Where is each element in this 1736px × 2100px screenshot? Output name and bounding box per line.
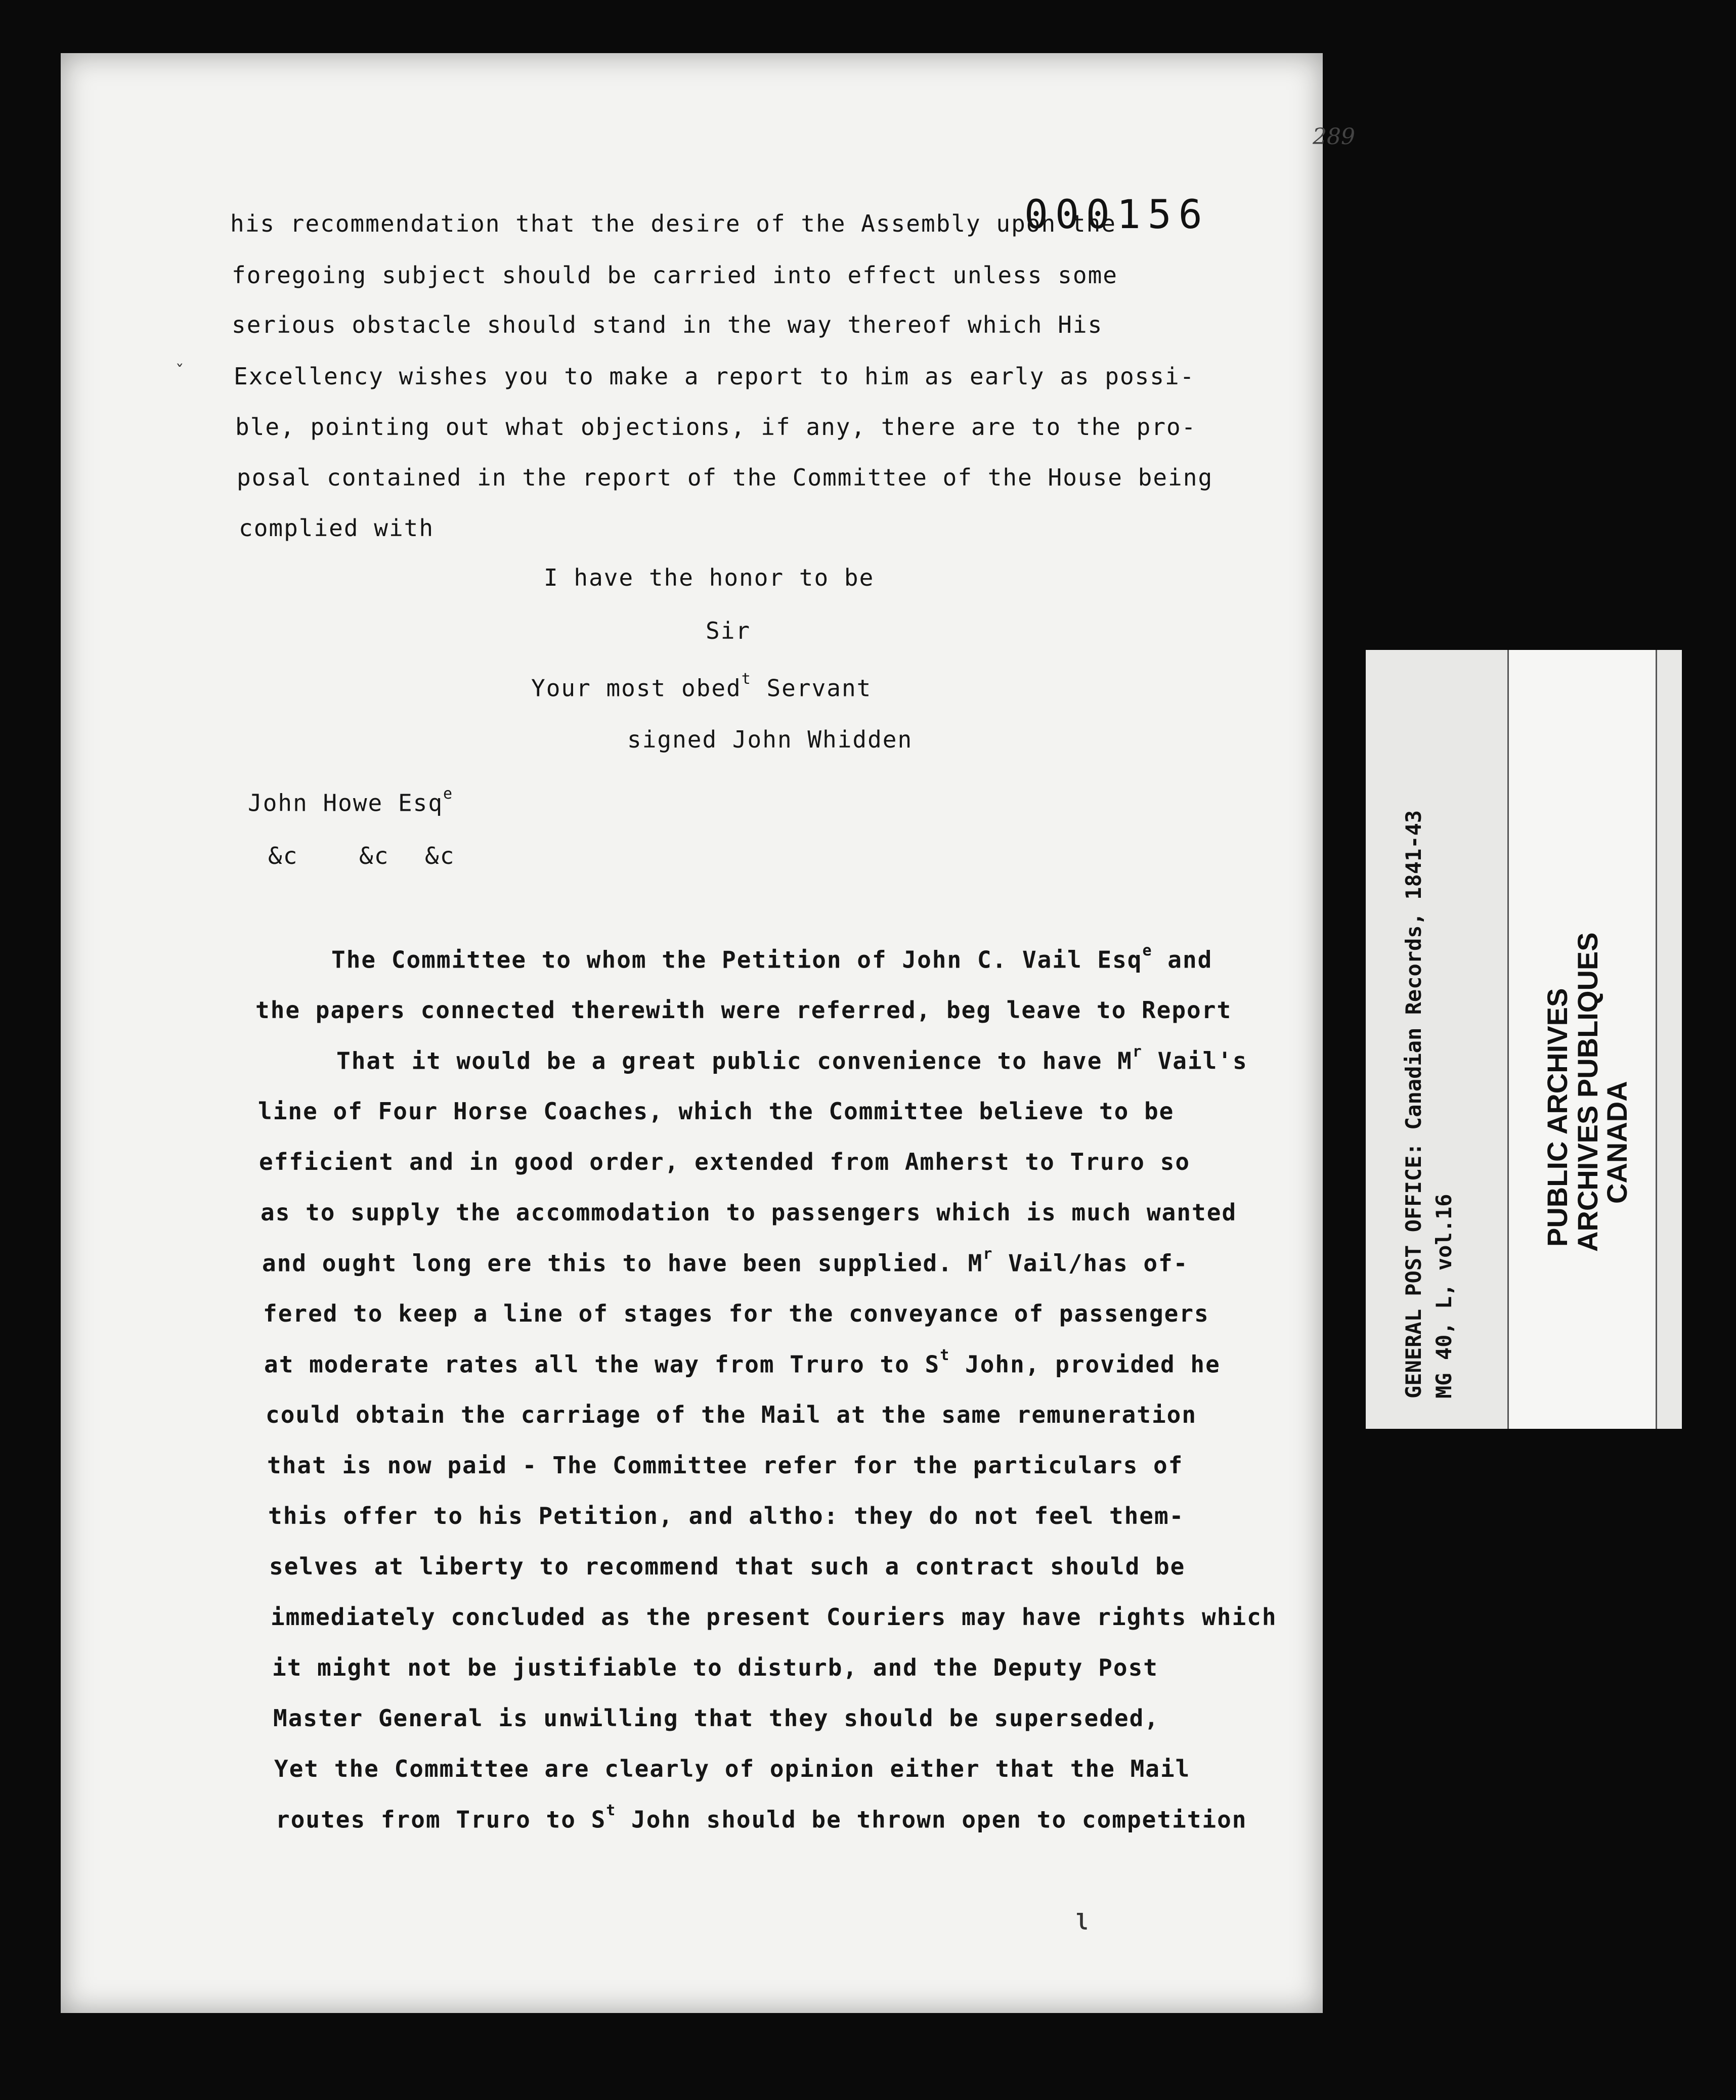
superscript: t xyxy=(606,1802,617,1819)
report-line: as to supply the accommodation to passengers which is much wanted xyxy=(261,1199,1237,1226)
etc: &c xyxy=(359,842,389,869)
signature: signed John Whidden xyxy=(627,726,913,753)
report-line: Yet the Committee are clearly of opinion either that the Mail xyxy=(274,1755,1191,1782)
archive-volume-line: MG 40, L, vol.16 xyxy=(1431,1194,1456,1398)
letter-line: posal contained in the report of the Committee of the House being xyxy=(237,464,1213,491)
report-line: immediately concluded as the present Couriers may have rights which xyxy=(271,1603,1277,1631)
closing-line: I have the honor to be xyxy=(544,564,875,591)
report-line: selves at liberty to recommend that such a contract should be xyxy=(269,1553,1186,1580)
etc: &c xyxy=(268,842,298,869)
letter-line: ble, pointing out what objections, if any, there are to the pro- xyxy=(235,413,1197,441)
closing-servant xyxy=(531,670,872,702)
pencil-mark: ι xyxy=(1072,1902,1091,1937)
report-text: John, provided he xyxy=(950,1350,1221,1378)
report-line xyxy=(276,1802,1247,1833)
report-text: The Committee to whom the Petition of John C. Vail Esq xyxy=(331,946,1143,974)
superscript: e xyxy=(443,785,454,803)
superscript: r xyxy=(1132,1043,1143,1061)
report-text: John should be thrown open to competition xyxy=(616,1806,1247,1833)
closing-text: Your most obed xyxy=(531,674,742,702)
archive-stamp-line: ARCHIVES PUBLIQUES xyxy=(1572,932,1603,1252)
report-text: That it would be a great public convenience to have M xyxy=(336,1047,1133,1075)
report-text: and ought long ere this to have been supplied. M xyxy=(262,1249,983,1277)
archive-stamp-line: CANADA xyxy=(1601,1081,1633,1204)
closing-text: Servant xyxy=(751,674,872,702)
archive-stamp-line: PUBLIC ARCHIVES xyxy=(1541,988,1573,1247)
addressee-name: John Howe Esq xyxy=(248,789,444,817)
report-text: Vail/has of- xyxy=(993,1249,1189,1277)
report-line: the papers connected therewith were referred, beg leave to Report xyxy=(255,996,1232,1024)
report-line xyxy=(331,942,1213,974)
closing-salutation: Sir xyxy=(706,617,751,644)
addressee xyxy=(248,785,454,817)
report-line: that is now paid - The Committee refer for the particulars of xyxy=(267,1452,1184,1479)
superscript: t xyxy=(741,670,752,688)
letter-line: Excellency wishes you to make a report to him as early as possi- xyxy=(234,363,1195,390)
report-line xyxy=(262,1245,1189,1277)
report-line: it might not be justifiable to disturb, and the Deputy Post xyxy=(272,1654,1158,1681)
archive-label xyxy=(1366,650,1682,1429)
document-code: 000156 xyxy=(1024,192,1209,238)
document-page xyxy=(61,53,1355,2013)
report-line: fered to keep a line of stages for the conveyance of passengers xyxy=(263,1300,1209,1327)
report-line: efficient and in good order, extended from Amherst to Truro so xyxy=(259,1148,1191,1175)
archive-record-line: GENERAL POST OFFICE: Canadian Records, 1841-43 xyxy=(1401,810,1426,1398)
report-line xyxy=(264,1346,1221,1378)
superscript: t xyxy=(940,1346,950,1364)
report-text: at moderate rates all the way from Truro to S xyxy=(264,1350,940,1378)
letter-line: his recommendation that the desire of the Assembly upon the xyxy=(230,210,1116,237)
page-number: 289 xyxy=(1313,124,1355,150)
report-line: could obtain the carriage of the Mail at the same remuneration xyxy=(266,1401,1197,1428)
letter-line: foregoing subject should be carried into effect unless some xyxy=(232,261,1118,289)
superscript: r xyxy=(983,1245,993,1263)
report-line: this offer to his Petition, and altho: they do not feel them- xyxy=(268,1502,1185,1529)
report-line: Master General is unwilling that they should be superseded, xyxy=(273,1704,1159,1732)
etc: &c xyxy=(425,842,455,869)
report-line xyxy=(336,1043,1248,1075)
report-line: line of Four Horse Coaches, which the Committee believe to be xyxy=(258,1098,1175,1125)
report-text: routes from Truro to S xyxy=(276,1806,606,1833)
report-text: and xyxy=(1152,946,1213,974)
superscript: e xyxy=(1142,942,1153,959)
report-text: Vail's xyxy=(1142,1047,1248,1075)
letter-line: serious obstacle should stand in the way thereof which His xyxy=(232,311,1103,338)
letter-line: complied with xyxy=(239,514,435,542)
pencil-mark: ˇ xyxy=(175,362,185,382)
